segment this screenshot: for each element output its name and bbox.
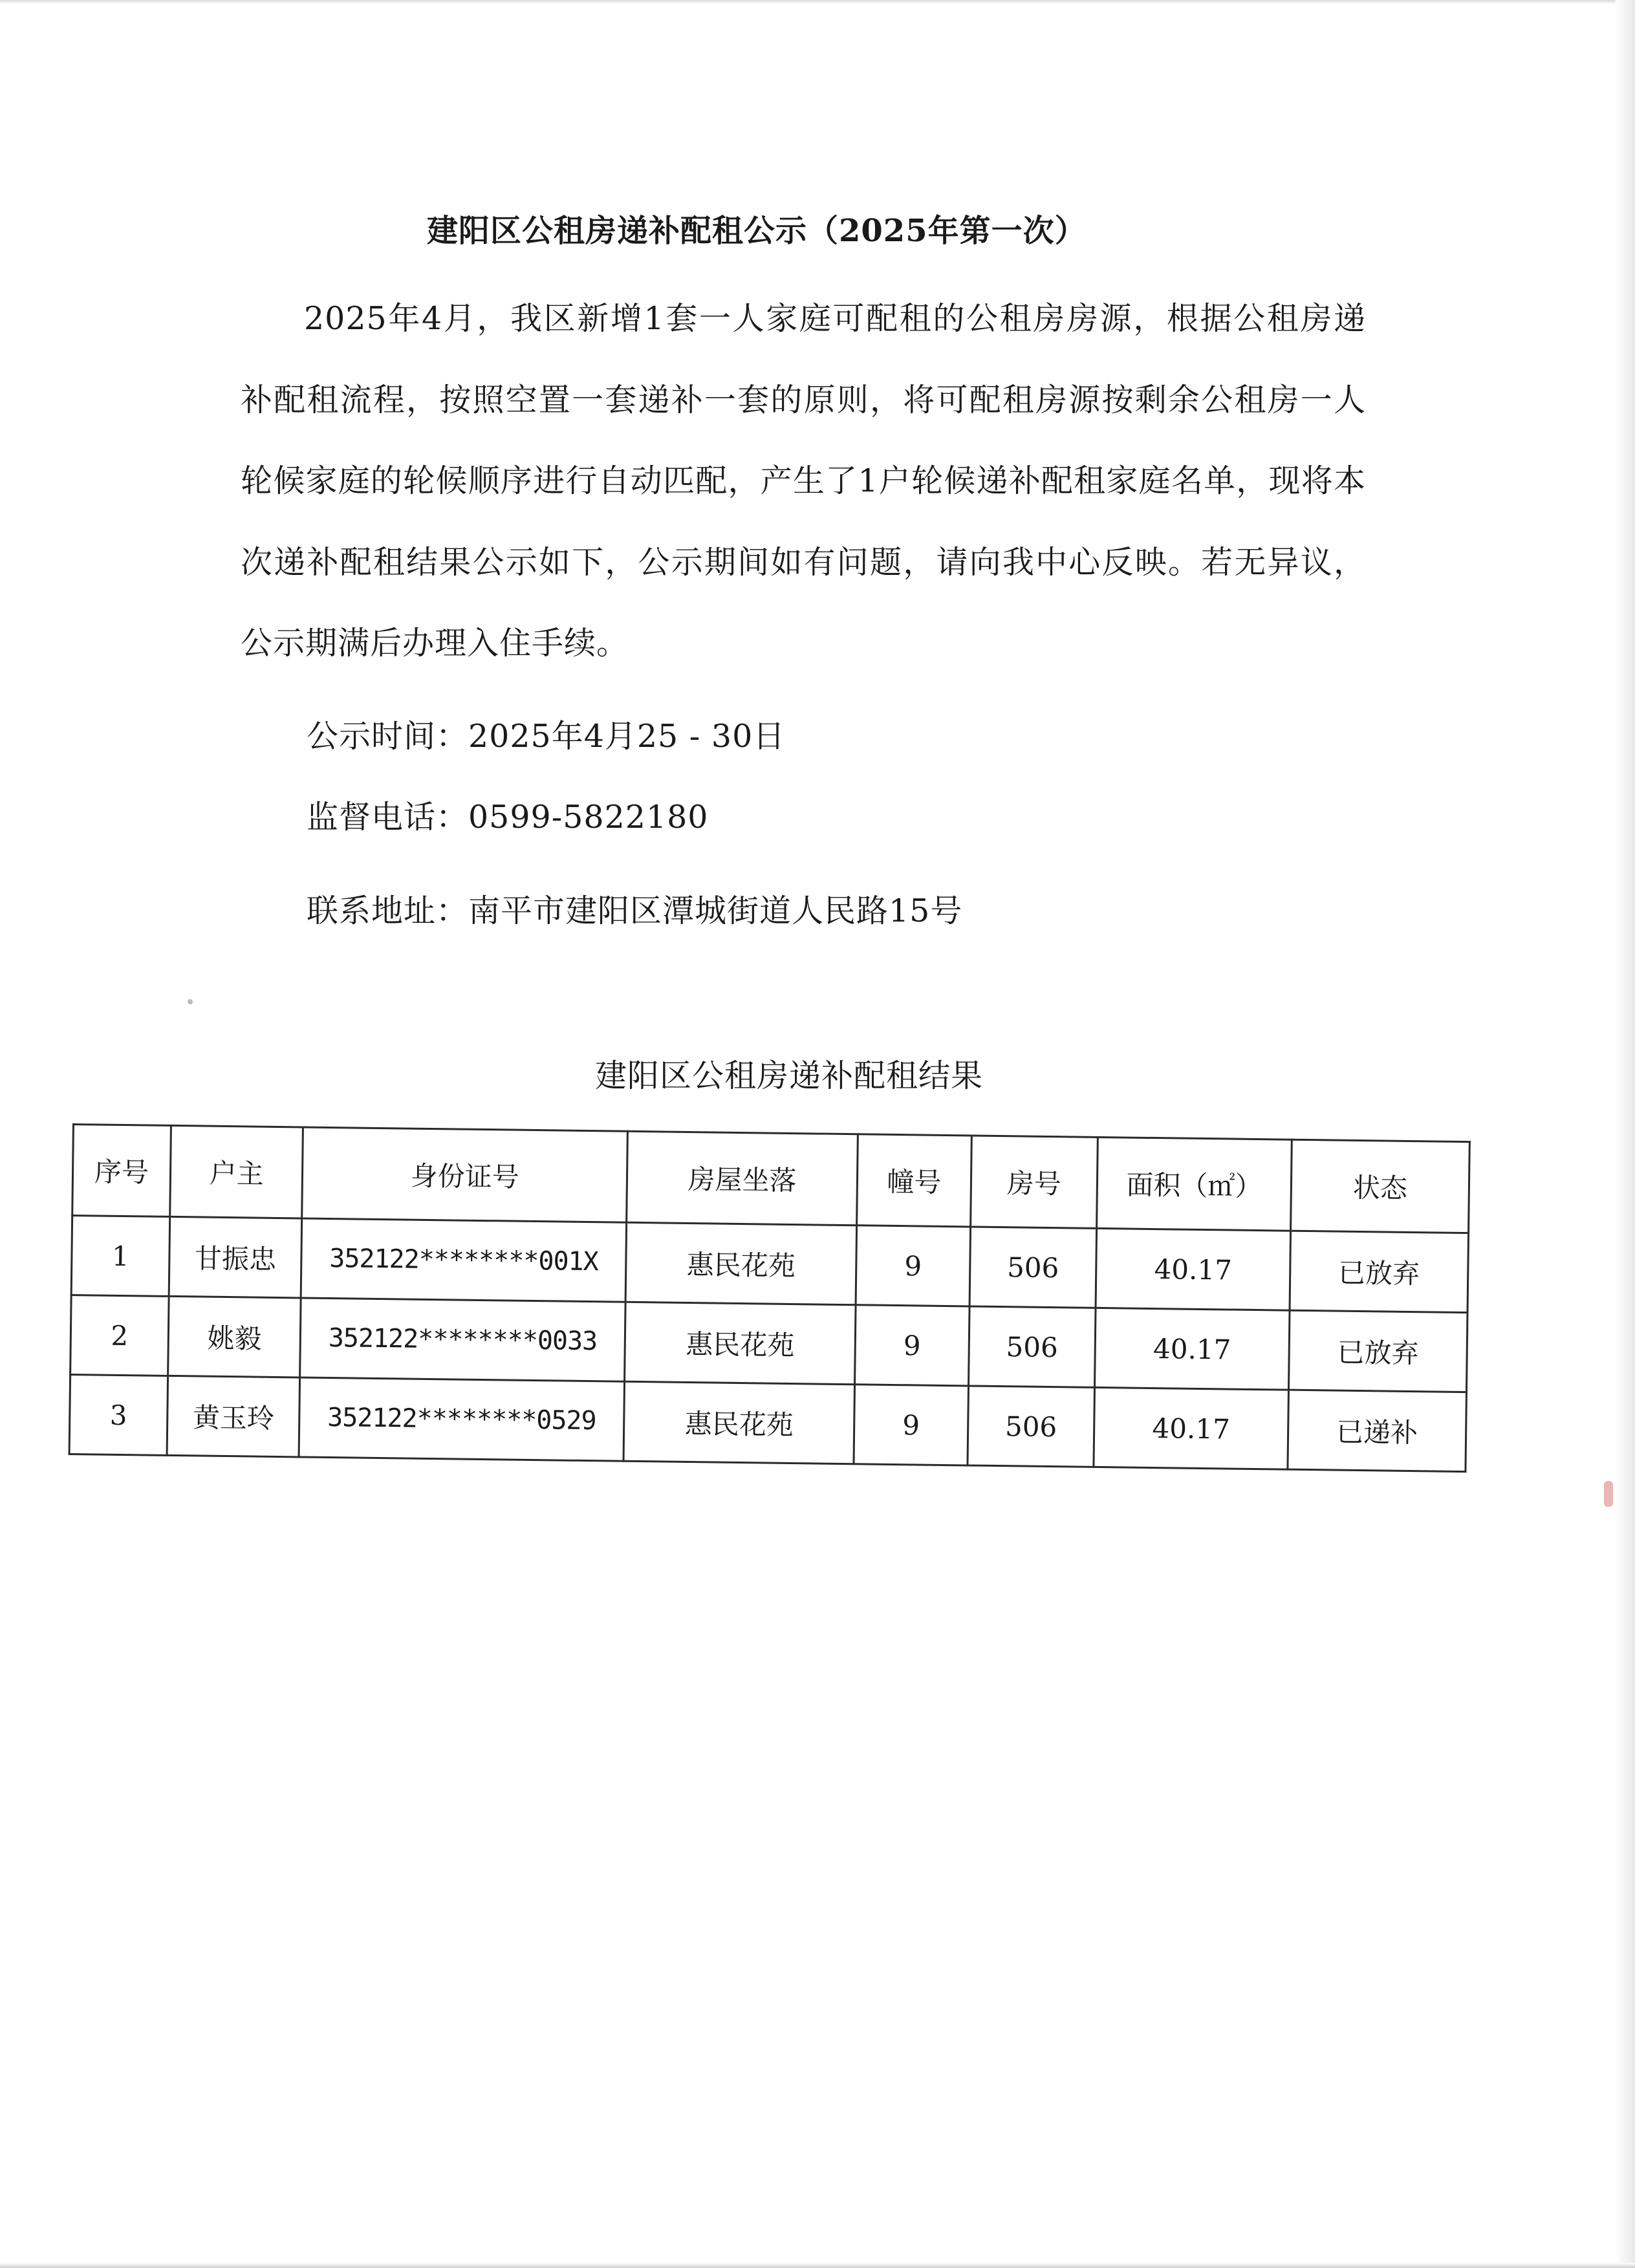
header-location: 房屋坐落: [626, 1131, 858, 1225]
header-room: 房号: [970, 1136, 1098, 1228]
cell-area: 40.17: [1094, 1387, 1288, 1469]
table-header-row: [72, 1125, 1470, 1233]
document-title: 建阳区公租房递补配租公示（2025年第一次）: [427, 213, 1087, 249]
header-id-number: 身份证号: [302, 1127, 627, 1222]
scan-edge-top: [0, 0, 1635, 4]
cell-status: 已放弃: [1290, 1231, 1469, 1312]
cell-building: 9: [856, 1226, 970, 1306]
red-ink-mark: [1604, 1481, 1613, 1507]
header-seq: 序号: [72, 1125, 171, 1217]
supervision-phone: 监督电话：0599-5822180: [307, 799, 709, 836]
cell-location: 惠民花苑: [624, 1302, 856, 1384]
table-row: [69, 1374, 1466, 1471]
cell-area: 40.17: [1095, 1308, 1290, 1390]
cell-status: 已放弃: [1288, 1310, 1467, 1392]
cell-seq: 3: [69, 1374, 168, 1455]
contact-address: 联系地址：南平市建阳区潭城街道人民路15号: [307, 892, 963, 929]
cell-building: 9: [854, 1385, 968, 1465]
scan-edge-right: [1616, 0, 1635, 2268]
header-building: 幢号: [857, 1134, 971, 1227]
cell-location: 惠民花苑: [625, 1222, 857, 1304]
announcement-period: 公示时间：2025年4月25 - 30日: [307, 718, 786, 755]
cell-location: 惠民花苑: [623, 1381, 855, 1463]
cell-room: 506: [968, 1306, 1096, 1387]
cell-id-number: 352122********0033: [300, 1298, 625, 1381]
cell-owner: 姚毅: [168, 1296, 301, 1377]
cell-owner: 黄玉玲: [167, 1376, 300, 1457]
cell-seq: 1: [71, 1216, 169, 1297]
scan-edge-bottom: [0, 2263, 1635, 2268]
cell-seq: 2: [70, 1295, 169, 1376]
cell-room: 506: [969, 1227, 1097, 1308]
cell-id-number: 352122********0529: [299, 1377, 625, 1461]
table-title: 建阳区公租房递补配租结果: [595, 1057, 984, 1094]
scan-dust-speck: [188, 999, 193, 1004]
header-owner: 户主: [169, 1125, 303, 1218]
cell-building: 9: [855, 1305, 969, 1386]
header-area: 面积（㎡）: [1097, 1137, 1292, 1231]
cell-id-number: 352122********001X: [301, 1218, 627, 1302]
body-paragraph: 2025年4月，我区新增1套一人家庭可配租的公租房房源，根据公租房递补配租流程，按照空置一套递补一套的原则，将可配租房源按剩余公租房一人轮候家庭的轮候顺序进行自动匹配，产生了1户轮候递补配租家庭名单，现将本次递补配租结果公示如下，公示期间如有问题，请向我中心反映。若无异议，公示期满后办理入住手续。: [241, 300, 1366, 662]
cell-room: 506: [968, 1386, 1095, 1467]
cell-status: 已递补: [1288, 1390, 1467, 1471]
result-table: [69, 1123, 1471, 1473]
cell-area: 40.17: [1096, 1228, 1290, 1310]
header-status: 状态: [1290, 1139, 1469, 1233]
cell-owner: 甘振忠: [169, 1216, 302, 1298]
